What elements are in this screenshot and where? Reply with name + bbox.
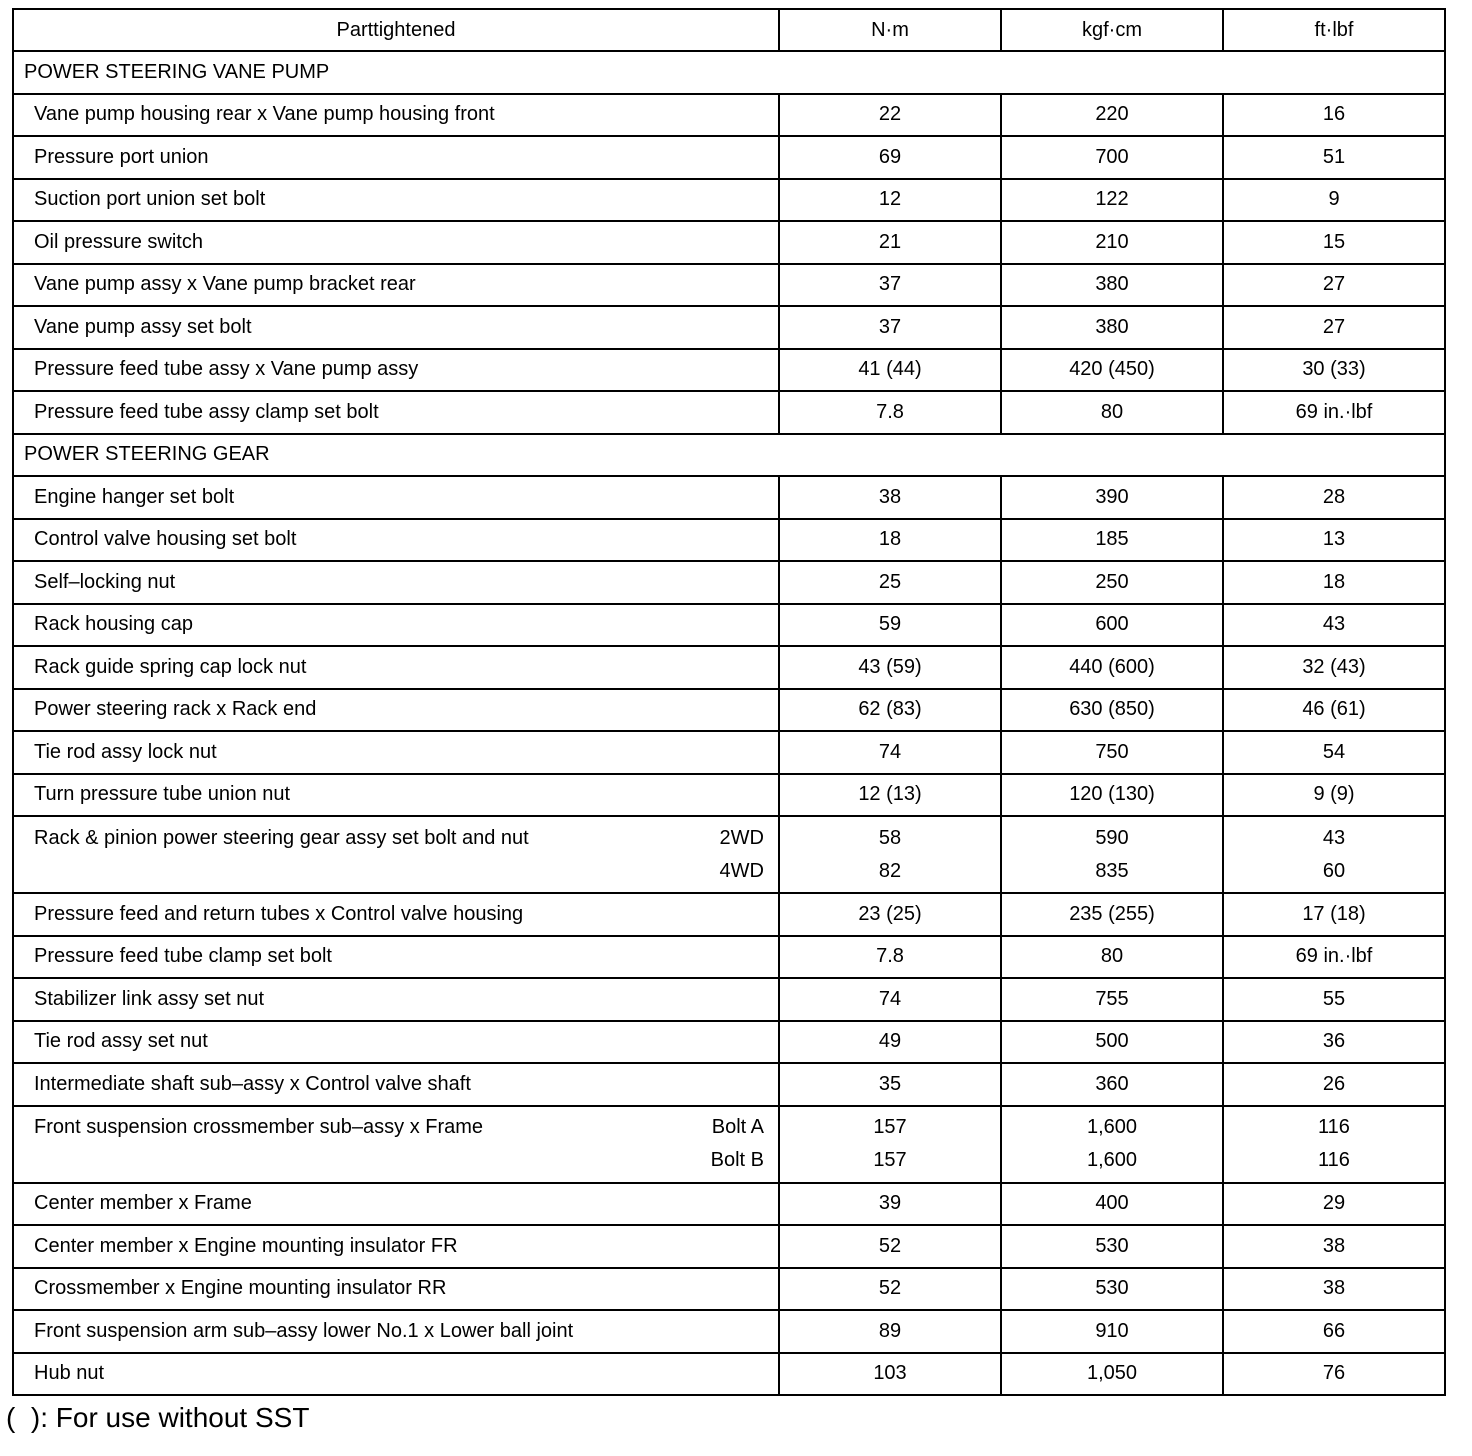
nm-value: 18 bbox=[779, 519, 1001, 562]
ftlbf-value: 30 (33) bbox=[1223, 349, 1445, 392]
ftlbf-value: 26 bbox=[1223, 1063, 1445, 1106]
kgfcm-value: 630 (850) bbox=[1001, 689, 1223, 732]
part-name: Pressure feed and return tubes x Control valve housing bbox=[13, 893, 779, 936]
part-name: Tie rod assy set nut bbox=[13, 1021, 779, 1064]
table-row bbox=[13, 936, 1445, 979]
part-name: Front suspension crossmember sub–assy x Frame bbox=[34, 1116, 484, 1138]
ftlbf-value: 66 bbox=[1223, 1310, 1445, 1353]
part-name: Hub nut bbox=[13, 1353, 779, 1396]
part-name: Intermediate shaft sub–assy x Control valve shaft bbox=[13, 1063, 779, 1106]
ftlbf-stack bbox=[1224, 1111, 1444, 1177]
table-row bbox=[13, 476, 1445, 519]
part-name: Center member x Frame bbox=[13, 1183, 779, 1226]
table-row bbox=[13, 519, 1445, 562]
nm-value: 43 (59) bbox=[779, 646, 1001, 689]
nm-value: 74 bbox=[779, 731, 1001, 774]
variant-label: 4WD bbox=[719, 859, 764, 882]
nm-value: 35 bbox=[779, 1063, 1001, 1106]
nm-value: 39 bbox=[779, 1183, 1001, 1226]
table-row bbox=[13, 978, 1445, 1021]
table-row bbox=[13, 689, 1445, 732]
part-name: Vane pump assy set bolt bbox=[13, 306, 779, 349]
nm-value: 82 bbox=[878, 859, 902, 882]
kgfcm-value: 530 bbox=[1001, 1268, 1223, 1311]
header-nm: N·m bbox=[779, 9, 1001, 51]
kgfcm-value: 220 bbox=[1001, 94, 1223, 137]
part-name: Tie rod assy lock nut bbox=[13, 731, 779, 774]
ftlbf-cell bbox=[1223, 816, 1445, 893]
kgfcm-value: 210 bbox=[1001, 221, 1223, 264]
variant-labels bbox=[720, 822, 764, 888]
part-name: Front suspension arm sub–assy lower No.1 x Lower ball joint bbox=[13, 1310, 779, 1353]
ftlbf-value: 27 bbox=[1223, 264, 1445, 307]
part-name: Pressure feed tube assy clamp set bolt bbox=[13, 391, 779, 434]
header-row bbox=[13, 9, 1445, 51]
nm-value: 12 (13) bbox=[779, 774, 1001, 817]
ftlbf-value: 43 bbox=[1223, 604, 1445, 647]
ftlbf-value: 55 bbox=[1223, 978, 1445, 1021]
kgfcm-value: 80 bbox=[1001, 391, 1223, 434]
kgfcm-cell bbox=[1001, 1106, 1223, 1183]
kgfcm-value: 750 bbox=[1001, 731, 1223, 774]
part-name: Crossmember x Engine mounting insulator RR bbox=[13, 1268, 779, 1311]
kgfcm-cell bbox=[1001, 816, 1223, 893]
table-row bbox=[13, 391, 1445, 434]
ftlbf-value: 13 bbox=[1223, 519, 1445, 562]
nm-value: 41 (44) bbox=[779, 349, 1001, 392]
table-row bbox=[13, 1225, 1445, 1268]
table-row bbox=[13, 604, 1445, 647]
kgfcm-value: 600 bbox=[1001, 604, 1223, 647]
nm-stack bbox=[780, 1111, 1000, 1177]
table-row bbox=[13, 349, 1445, 392]
kgfcm-value: 500 bbox=[1001, 1021, 1223, 1064]
nm-value: 69 bbox=[779, 136, 1001, 179]
nm-value: 52 bbox=[779, 1225, 1001, 1268]
torque-spec-table bbox=[12, 8, 1446, 1396]
part-wrap bbox=[34, 822, 764, 888]
part-name: Engine hanger set bolt bbox=[13, 476, 779, 519]
part-name: Control valve housing set bolt bbox=[13, 519, 779, 562]
part-name: Rack housing cap bbox=[13, 604, 779, 647]
part-wrap bbox=[34, 1111, 764, 1177]
ftlbf-value: 60 bbox=[1322, 859, 1346, 882]
nm-value: 38 bbox=[779, 476, 1001, 519]
ftlbf-value: 15 bbox=[1223, 221, 1445, 264]
table-row bbox=[13, 221, 1445, 264]
nm-cell bbox=[779, 816, 1001, 893]
nm-value: 103 bbox=[779, 1353, 1001, 1396]
kgfcm-value: 250 bbox=[1001, 561, 1223, 604]
ftlbf-value: 54 bbox=[1223, 731, 1445, 774]
ftlbf-cell bbox=[1223, 1106, 1445, 1183]
ftlbf-value: 16 bbox=[1223, 94, 1445, 137]
ftlbf-value: 36 bbox=[1223, 1021, 1445, 1064]
kgfcm-value: 122 bbox=[1001, 179, 1223, 222]
nm-value: 12 bbox=[779, 179, 1001, 222]
header-ftlbf: ft·lbf bbox=[1223, 9, 1445, 51]
kgfcm-value: 1,600 bbox=[1086, 1116, 1138, 1138]
kgfcm-value: 420 (450) bbox=[1001, 349, 1223, 392]
part-cell bbox=[13, 816, 779, 893]
ftlbf-value: 27 bbox=[1223, 306, 1445, 349]
table-row bbox=[13, 816, 1445, 893]
kgfcm-value: 400 bbox=[1001, 1183, 1223, 1226]
nm-value: 25 bbox=[779, 561, 1001, 604]
ftlbf-value: 9 bbox=[1223, 179, 1445, 222]
ftlbf-value: 46 (61) bbox=[1223, 689, 1445, 732]
variant-label: Bolt A bbox=[711, 1116, 764, 1138]
ftlbf-value: 38 bbox=[1223, 1225, 1445, 1268]
table-row bbox=[13, 561, 1445, 604]
kgfcm-value: 700 bbox=[1001, 136, 1223, 179]
header-kgfcm: kgf·cm bbox=[1001, 9, 1223, 51]
table-row bbox=[13, 731, 1445, 774]
part-name: Suction port union set bolt bbox=[13, 179, 779, 222]
nm-value: 49 bbox=[779, 1021, 1001, 1064]
kgfcm-stack bbox=[1002, 1111, 1222, 1177]
ftlbf-stack bbox=[1224, 822, 1444, 888]
ftlbf-value: 69 in.·lbf bbox=[1223, 936, 1445, 979]
variant-label: 2WD bbox=[719, 826, 764, 849]
nm-value: 22 bbox=[779, 94, 1001, 137]
section-title: POWER STEERING GEAR bbox=[13, 434, 1445, 477]
nm-stack bbox=[780, 822, 1000, 888]
footnote: ( ): For use without SST bbox=[6, 1402, 310, 1433]
ftlbf-value: 116 bbox=[1318, 1116, 1350, 1138]
part-name: Pressure port union bbox=[13, 136, 779, 179]
nm-value: 7.8 bbox=[779, 391, 1001, 434]
part-name: Rack guide spring cap lock nut bbox=[13, 646, 779, 689]
nm-value: 58 bbox=[878, 826, 902, 849]
table-row bbox=[13, 893, 1445, 936]
ftlbf-value: 69 in.·lbf bbox=[1223, 391, 1445, 434]
part-name: Rack & pinion power steering gear assy set bolt and nut bbox=[34, 826, 529, 849]
kgfcm-value: 835 bbox=[1095, 859, 1129, 882]
table-row bbox=[13, 1353, 1445, 1396]
kgfcm-value: 235 (255) bbox=[1001, 893, 1223, 936]
kgfcm-value: 1,600 bbox=[1086, 1149, 1138, 1171]
nm-value: 157 bbox=[873, 1149, 907, 1171]
part-name: Power steering rack x Rack end bbox=[13, 689, 779, 732]
part-name: Pressure feed tube clamp set bolt bbox=[13, 936, 779, 979]
kgfcm-value: 120 (130) bbox=[1001, 774, 1223, 817]
ftlbf-value: 9 (9) bbox=[1223, 774, 1445, 817]
ftlbf-value: 17 (18) bbox=[1223, 893, 1445, 936]
part-name: Turn pressure tube union nut bbox=[13, 774, 779, 817]
table-row bbox=[13, 136, 1445, 179]
nm-value: 21 bbox=[779, 221, 1001, 264]
table-row bbox=[13, 1268, 1445, 1311]
nm-cell bbox=[779, 1106, 1001, 1183]
kgfcm-value: 185 bbox=[1001, 519, 1223, 562]
section-title: POWER STEERING VANE PUMP bbox=[13, 51, 1445, 94]
part-name: Oil pressure switch bbox=[13, 221, 779, 264]
header-part: Parttightened bbox=[13, 9, 779, 51]
kgfcm-value: 80 bbox=[1001, 936, 1223, 979]
nm-value: 157 bbox=[873, 1116, 907, 1138]
variant-labels bbox=[711, 1111, 764, 1177]
kgfcm-stack bbox=[1002, 822, 1222, 888]
part-name: Center member x Engine mounting insulator FR bbox=[13, 1225, 779, 1268]
ftlbf-value: 43 bbox=[1322, 826, 1346, 849]
kgfcm-value: 440 (600) bbox=[1001, 646, 1223, 689]
kgfcm-value: 910 bbox=[1001, 1310, 1223, 1353]
ftlbf-value: 29 bbox=[1223, 1183, 1445, 1226]
part-name: Stabilizer link assy set nut bbox=[13, 978, 779, 1021]
variant-label: Bolt B bbox=[710, 1149, 764, 1171]
table-row bbox=[13, 1063, 1445, 1106]
table-row bbox=[13, 1183, 1445, 1226]
table-row bbox=[13, 264, 1445, 307]
kgfcm-value: 390 bbox=[1001, 476, 1223, 519]
part-name: Vane pump housing rear x Vane pump housing front bbox=[13, 94, 779, 137]
section-row bbox=[13, 51, 1445, 94]
nm-value: 7.8 bbox=[779, 936, 1001, 979]
nm-value: 23 (25) bbox=[779, 893, 1001, 936]
part-cell bbox=[13, 1106, 779, 1183]
nm-value: 59 bbox=[779, 604, 1001, 647]
nm-value: 37 bbox=[779, 264, 1001, 307]
table-row bbox=[13, 646, 1445, 689]
section-row bbox=[13, 434, 1445, 477]
ftlbf-value: 32 (43) bbox=[1223, 646, 1445, 689]
part-name: Pressure feed tube assy x Vane pump assy bbox=[13, 349, 779, 392]
kgfcm-value: 530 bbox=[1001, 1225, 1223, 1268]
nm-value: 74 bbox=[779, 978, 1001, 1021]
table-row bbox=[13, 774, 1445, 817]
part-name: Vane pump assy x Vane pump bracket rear bbox=[13, 264, 779, 307]
nm-value: 62 (83) bbox=[779, 689, 1001, 732]
kgfcm-value: 360 bbox=[1001, 1063, 1223, 1106]
table-body bbox=[13, 51, 1445, 1395]
kgfcm-value: 590 bbox=[1095, 826, 1129, 849]
ftlbf-value: 76 bbox=[1223, 1353, 1445, 1396]
ftlbf-value: 28 bbox=[1223, 476, 1445, 519]
kgfcm-value: 380 bbox=[1001, 306, 1223, 349]
kgfcm-value: 380 bbox=[1001, 264, 1223, 307]
table-row bbox=[13, 94, 1445, 137]
table-row bbox=[13, 179, 1445, 222]
table-row bbox=[13, 1021, 1445, 1064]
ftlbf-value: 51 bbox=[1223, 136, 1445, 179]
table-row bbox=[13, 1106, 1445, 1183]
kgfcm-value: 1,050 bbox=[1001, 1353, 1223, 1396]
ftlbf-value: 38 bbox=[1223, 1268, 1445, 1311]
nm-value: 52 bbox=[779, 1268, 1001, 1311]
nm-value: 37 bbox=[779, 306, 1001, 349]
table-row bbox=[13, 1310, 1445, 1353]
table-row bbox=[13, 306, 1445, 349]
part-name: Self–locking nut bbox=[13, 561, 779, 604]
ftlbf-value: 18 bbox=[1223, 561, 1445, 604]
ftlbf-value: 116 bbox=[1318, 1149, 1350, 1171]
nm-value: 89 bbox=[779, 1310, 1001, 1353]
kgfcm-value: 755 bbox=[1001, 978, 1223, 1021]
